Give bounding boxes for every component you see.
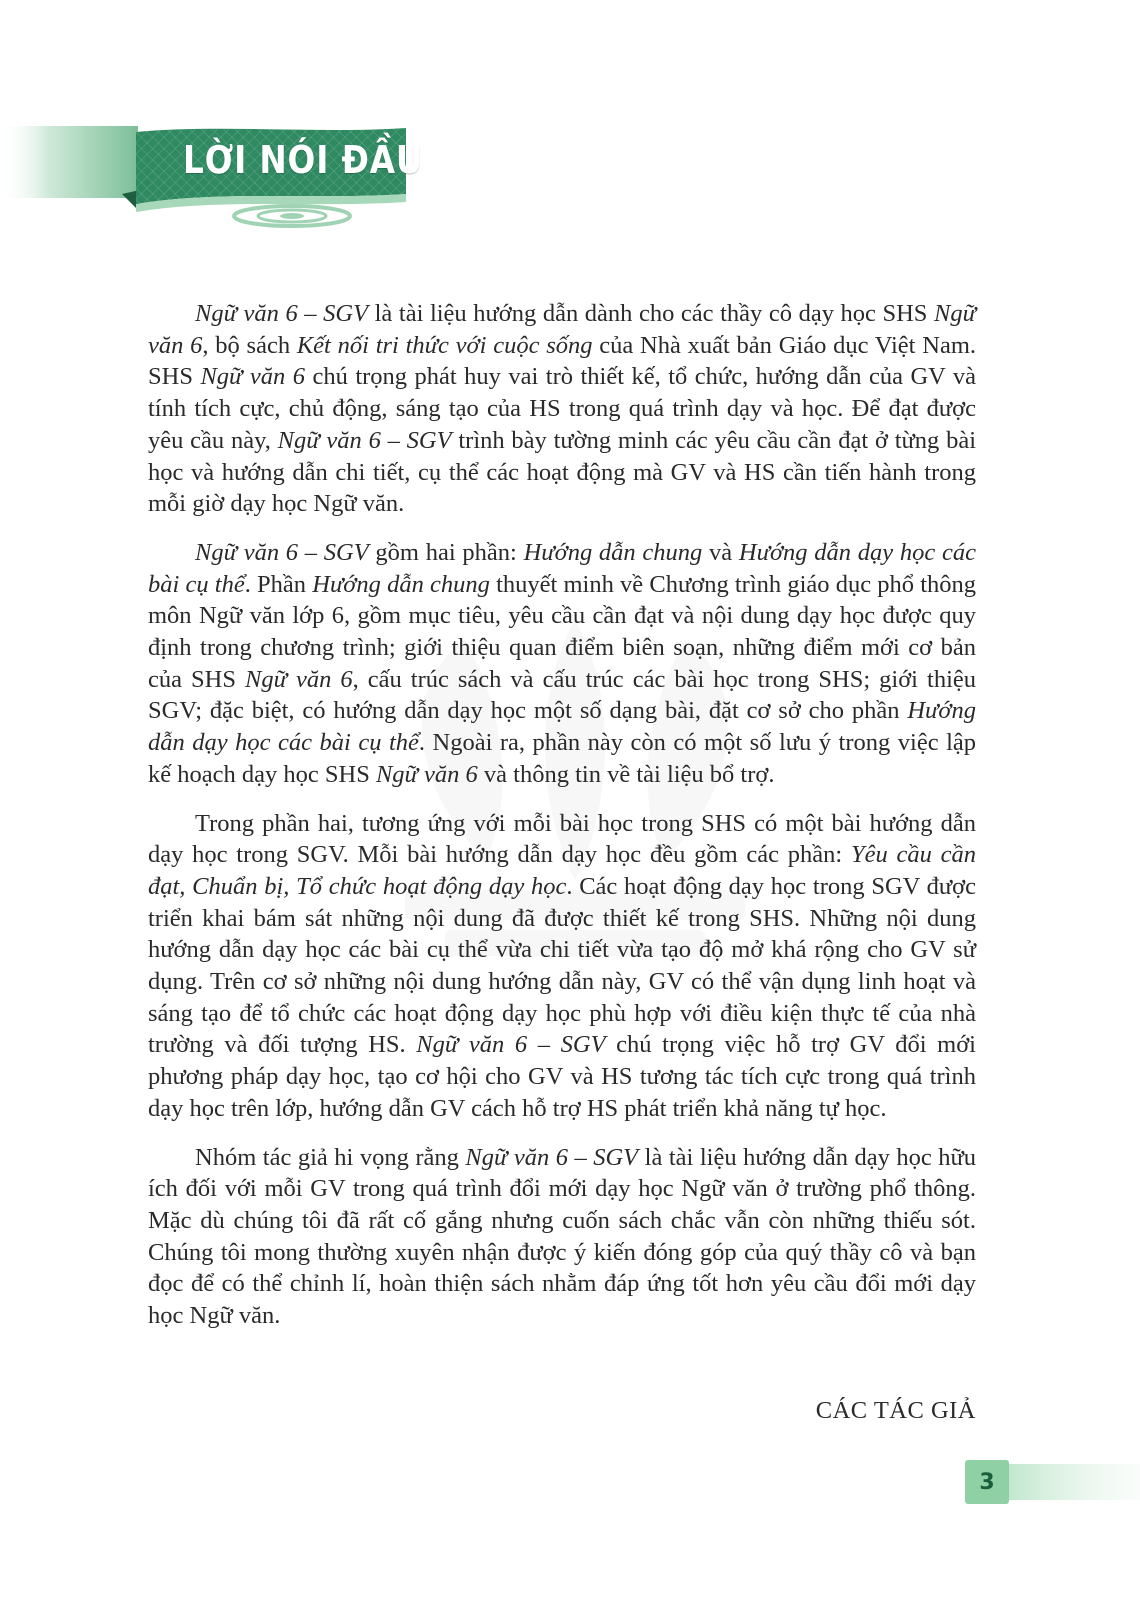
text: . Ngoài ra, phần này còn có một số lưu ý trong việc lập kế hoạch dạy học SHS xyxy=(148,729,976,788)
italic-text: Ngữ văn 6 – SGV xyxy=(277,426,452,454)
text: , cấu trúc sách và cấu trúc các bài học trong SHS; giới thiệu SGV; đặc biệt, có hướng dẫn dạy học một số dạng bài, đặt cơ sở cho phần xyxy=(148,665,976,725)
italic-text: Yêu cầu cần đạt, Chuẩn bị, Tổ chức hoạt động dạy học xyxy=(148,841,977,900)
page-title: LỜI NÓI ĐẦU xyxy=(183,138,424,182)
text: chú trọng phát huy vai trò thiết kế, tổ chức, hướng dẫn của GV và tính tích cực, chủ động, sáng tạo của HS trong quá trình dạy và học. Để đạt được yêu cầu này, xyxy=(148,363,977,454)
text: gồm hai phần: xyxy=(368,538,524,566)
italic-text: Ngữ văn 6 xyxy=(200,363,305,391)
italic-text: Hướng dẫn dạy học các bài cụ thể xyxy=(148,538,976,598)
paragraph xyxy=(148,808,976,1125)
italic-text: Ngữ văn 6 – SGV xyxy=(195,300,369,327)
italic-text: Hướng dẫn chung xyxy=(312,570,490,598)
preface-body xyxy=(148,298,976,1349)
text: . Phần xyxy=(244,570,313,598)
italic-text: Ngữ văn 6 xyxy=(148,300,976,359)
page-number: 3 xyxy=(979,1469,995,1495)
paragraph xyxy=(148,1142,976,1332)
italic-text: Ngữ văn 6 xyxy=(375,760,478,788)
italic-text: Kết nối tri thức với cuộc sống xyxy=(296,331,593,359)
italic-text: Ngữ văn 6 – SGV xyxy=(465,1143,639,1171)
text: . Các hoạt động dạy học trong SGV được triển khai bám sát những nội dung đã được thiết kế trong SHS. Những nội dung hướng dẫn dạy học các bài cụ thể vừa chi tiết vừa tạo độ mở khá rộng cho GV sử dụng. Trên cơ sở những nội dung hướng dẫn này, GV có thể vận dụng linh hoạt và sáng tạo để tổ chức các hoạt động dạy học phù hợp với điều kiện thực tế của nhà trường và đối tượng HS. xyxy=(148,872,976,1059)
italic-text: Ngữ văn 6 xyxy=(244,665,353,693)
page-number-tab xyxy=(965,1460,1140,1504)
text: Trong phần hai, tương ứng với mỗi bài học trong SHS có một bài hướng dẫn dạy học trong SGV. Mỗi bài hướng dẫn dạy học đều gồm các phần: xyxy=(148,809,976,869)
text: và xyxy=(702,538,739,566)
italic-text: Hướng dẫn dạy học các bài cụ thể xyxy=(148,697,976,757)
italic-text: Ngữ văn 6 – SGV xyxy=(195,538,369,566)
italic-text: Ngữ văn 6 – SGV xyxy=(416,1031,606,1059)
text: chú trọng việc hỗ trợ GV đổi mới phương pháp dạy học, tạo cơ hội cho GV và HS tương tác tích cực trong quá trình dạy học trên lớp, hướng dẫn GV cách hỗ trợ HS phát triển khả năng tự học. xyxy=(148,1031,976,1122)
text: thuyết minh về Chương trình giáo dục phổ thông môn Ngữ văn lớp 6, gồm mục tiêu, yêu cầu cần đạt và nội dung dạy học được quy định trong chương trình; giới thiệu quan điểm biên soạn, những điểm mới cơ bản của SHS xyxy=(148,570,977,693)
paragraph xyxy=(148,537,976,791)
text: của Nhà xuất bản Giáo dục Việt Nam. SHS xyxy=(148,331,976,391)
paragraph xyxy=(148,298,976,520)
text: Nhóm tác giả hi vọng rằng xyxy=(195,1143,466,1171)
text: và thông tin về tài liệu bổ trợ. xyxy=(477,760,775,788)
text: trình bày tường minh các yêu cầu cần đạt ở từng bài học và hướng dẫn chi tiết, cụ thể các hoạt động mà GV và HS cần tiến hành trong mỗi giờ dạy học Ngữ văn. xyxy=(148,426,976,518)
text: là tài liệu hướng dẫn dạy học hữu ích đối với mỗi GV trong quá trình đổi mới dạy học Ngữ văn ở trường phổ thông. Mặc dù chúng tôi đã rất cố gắng nhưng cuốn sách chắc vẫn còn những thiếu sót. Chúng tôi mong thường xuyên nhận được ý kiến đóng góp của quý thầy cô và bạn đọc để có thể chỉnh lí, hoàn thiện sách nhằm đáp ứng tốt hơn yêu cầu đổi mới dạy học Ngữ văn. xyxy=(148,1143,976,1330)
text: , bộ sách xyxy=(202,331,297,359)
signature: CÁC TÁC GIẢ xyxy=(815,1397,976,1424)
italic-text: Hướng dẫn chung xyxy=(523,538,703,566)
text: là tài liệu hướng dẫn dành cho các thầy cô dạy học SHS xyxy=(368,300,935,327)
